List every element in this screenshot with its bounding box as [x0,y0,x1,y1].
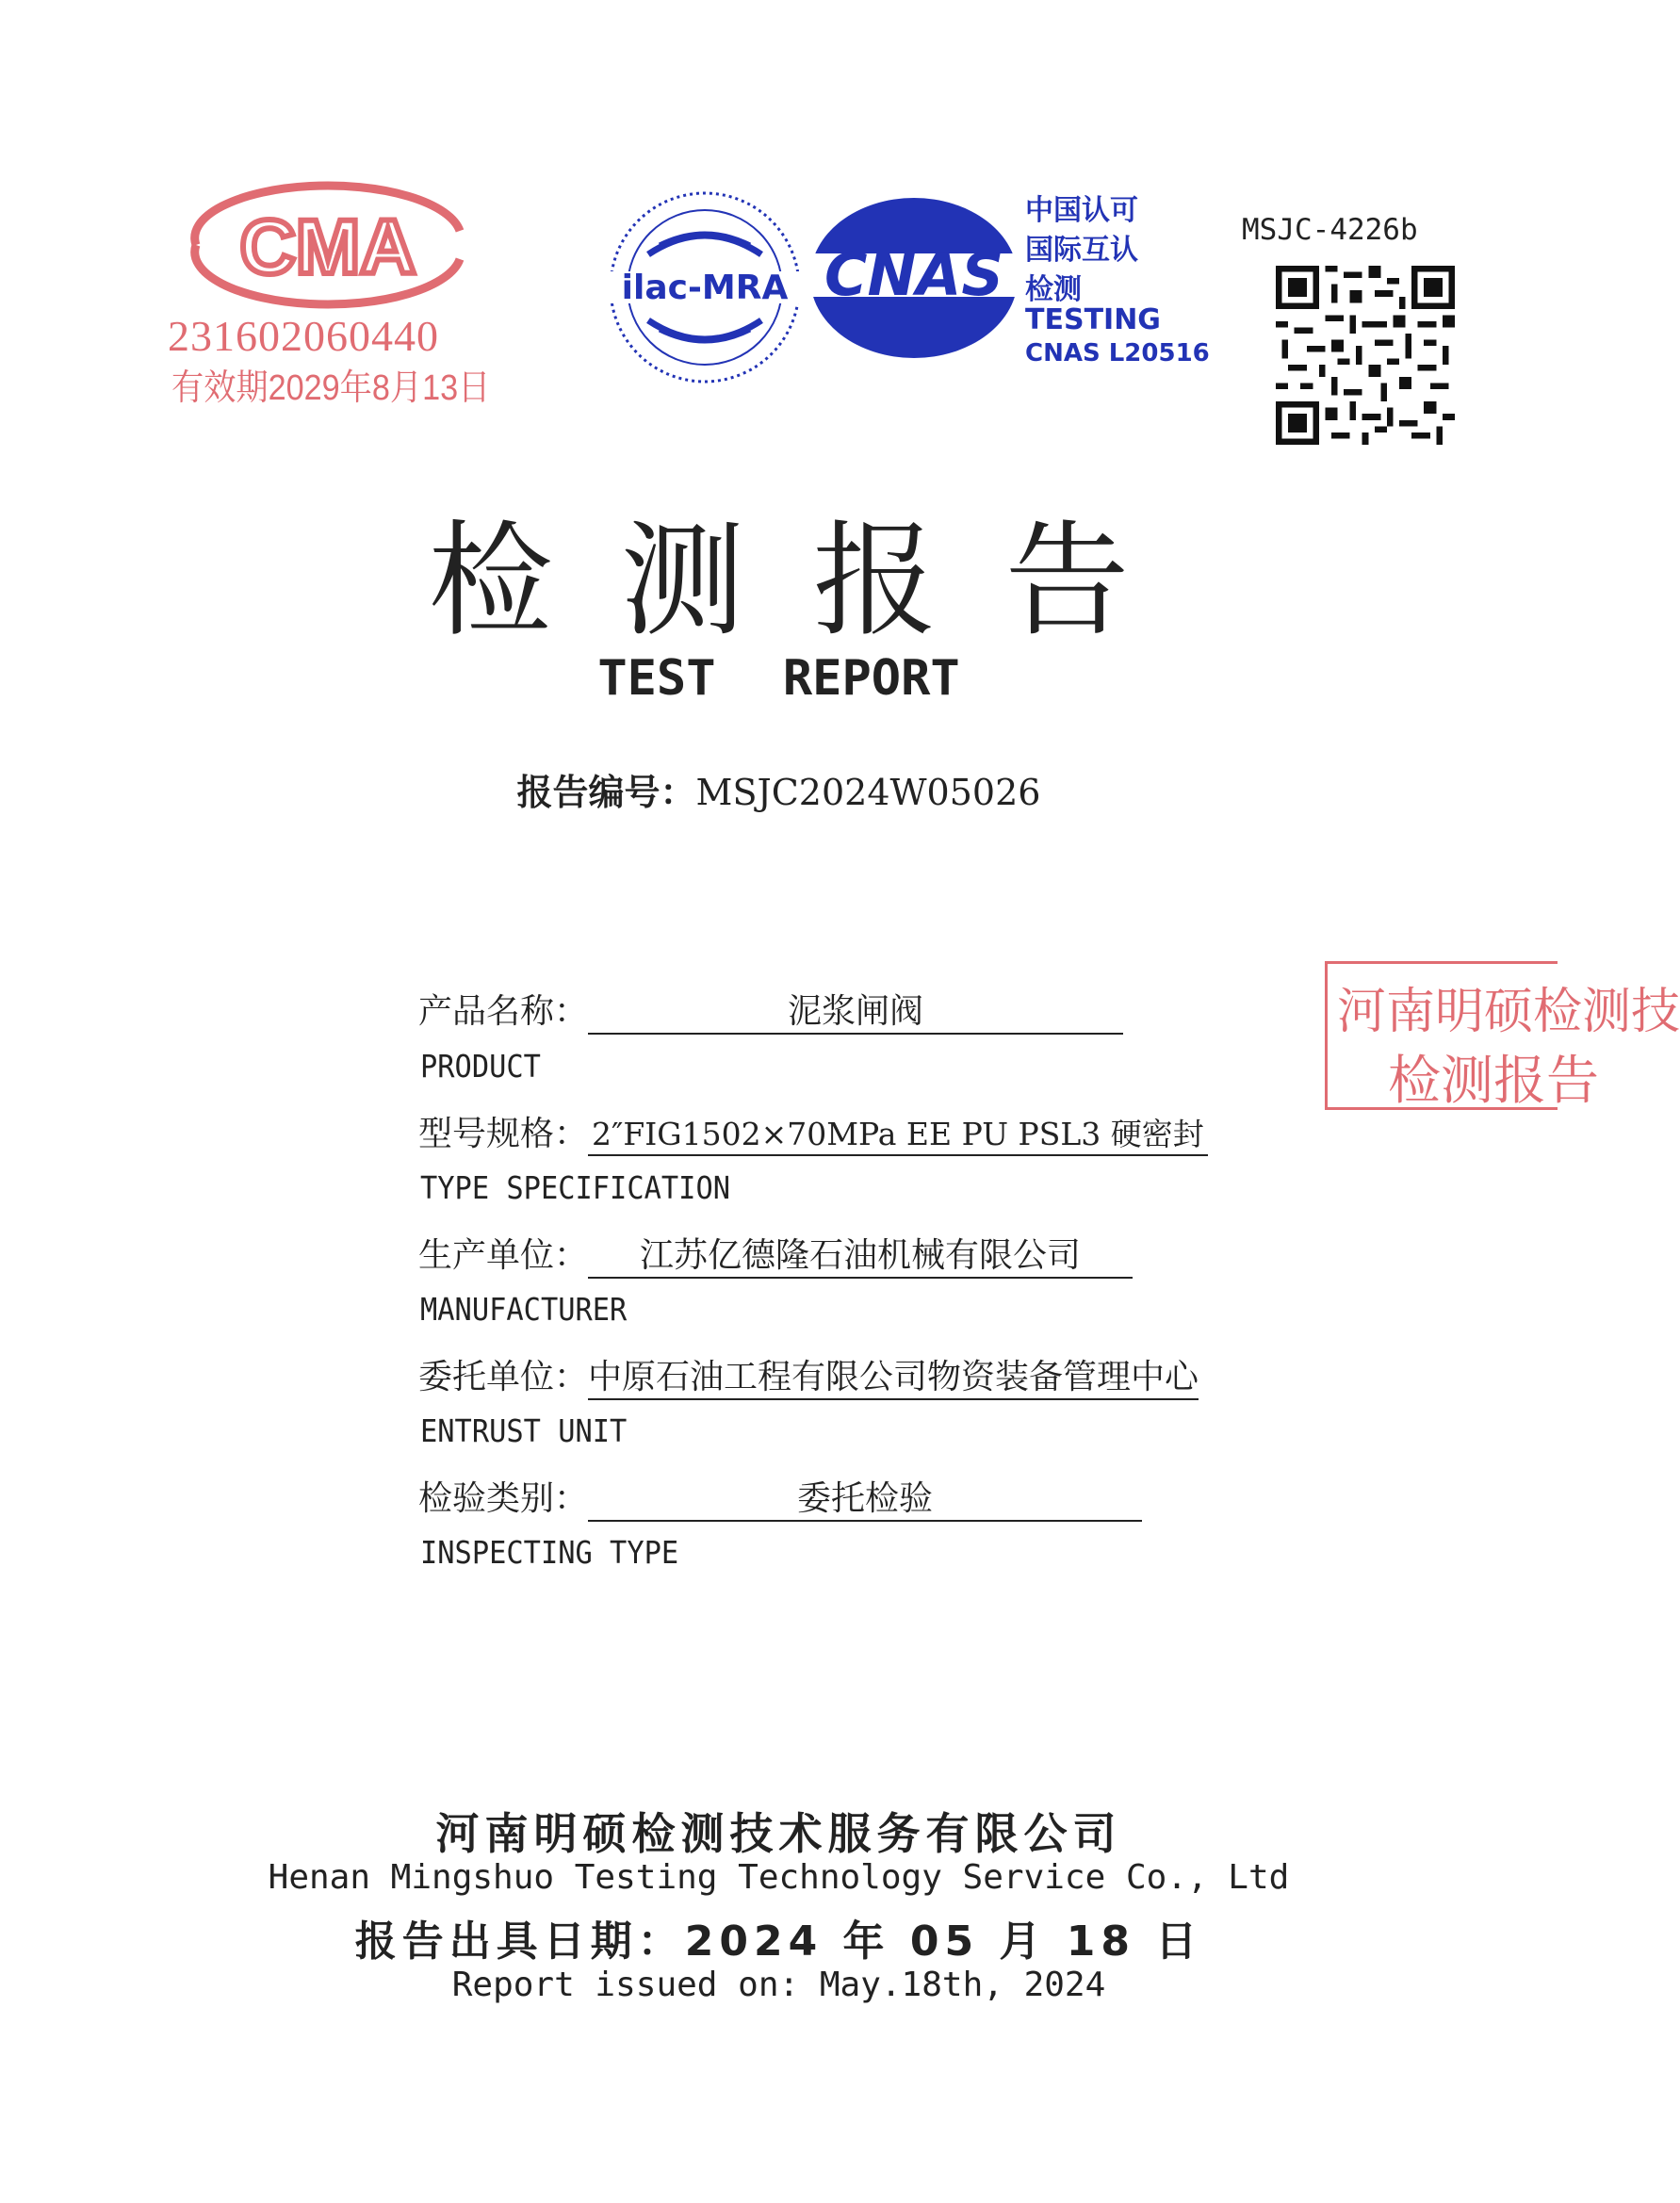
cma-stamp [168,179,491,408]
cnas-logo-text: CNAS [824,240,1004,309]
field-type-spec [418,1107,1208,1156]
field-label: 产品名称： [418,992,589,1031]
field-label-en: INSPECTING TYPE [420,1534,679,1571]
cnas-text-line: 国际互认 [1025,234,1138,267]
issue-date-en: Report issued on: May.18th, 2024 [451,1966,1106,2004]
qr-label: MSJC-4226b [1242,213,1418,247]
field-label: 生产单位： [418,1236,589,1275]
seal-line: 河南明硕检测技 [1337,984,1680,1040]
title-en: TEST REPORT [597,650,960,707]
report-number-label: 报告编号： [516,772,696,813]
cma-logo [168,179,488,311]
field-label-en: PRODUCT [420,1048,541,1085]
qr-code[interactable] [1276,266,1455,445]
report-number [0,763,1558,815]
field-entrust-unit [418,1350,1199,1400]
company-name-cn: 河南明硕检测技术服务有限公司 [435,1808,1122,1859]
field-label: 型号规格： [418,1115,589,1153]
company-name-en: Henan Mingshuo Testing Technology Service Co., Ltd [268,1858,1290,1897]
title-cn: 检测报告 [428,509,1198,654]
field-product [418,985,1123,1035]
field-label-en: MANUFACTURER [420,1291,628,1328]
field-inspecting-type [418,1472,1142,1522]
field-label-en: TYPE SPECIFICATION [420,1169,731,1206]
field-label: 检验类别： [418,1479,589,1518]
field-value: 中原石油工程有限公司物资装备管理中心 [588,1350,1199,1400]
seal-line: 检测报告 [1388,1051,1599,1112]
field-value: 江苏亿德隆石油机械有限公司 [588,1229,1133,1279]
issue-date-cn: 报告出具日期：2024 年 05 月 18 日 [354,1917,1203,1966]
cnas-text-line: 检测 [1025,273,1082,306]
cnas-text-line: TESTING [1025,303,1161,336]
field-manufacturer [418,1229,1133,1279]
field-value: 2″FIG1502×70MPa EE PU PSL3 硬密封 [588,1110,1208,1156]
cnas-text-line: 中国认可 [1025,194,1138,227]
field-label-en: ENTRUST UNIT [420,1412,628,1449]
cnas-logo [801,193,1027,363]
cma-validity: 有效期2029年8月13日 [171,368,491,408]
ilac-mra-logo [601,188,808,386]
report-number-value: MSJC2024W05026 [695,772,1041,813]
field-label: 委托单位： [418,1358,589,1396]
company-seal [1325,961,1680,1112]
cma-number: 231602060440 [168,312,439,360]
ilac-logo-text: ilac-MRA [621,269,789,307]
cnas-text-line: CNAS L20516 [1025,339,1210,367]
field-value: 委托检验 [588,1472,1142,1522]
cma-logo-text: CMA [239,204,416,290]
field-value: 泥浆闸阀 [588,985,1123,1035]
